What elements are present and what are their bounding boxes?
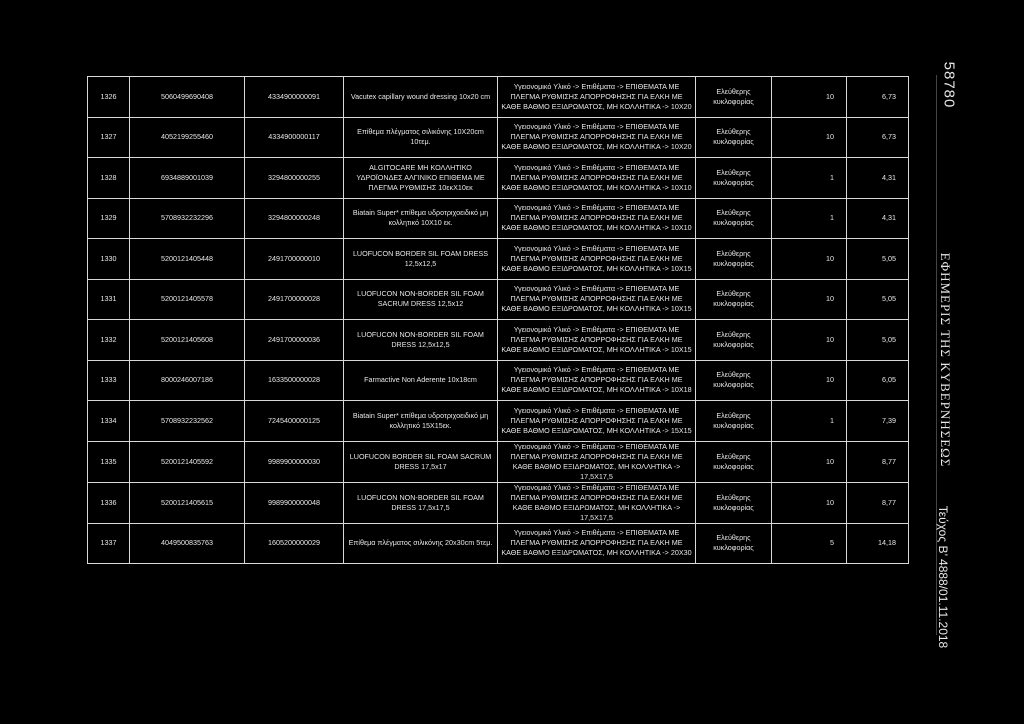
product-code-cell: 2491700000036 xyxy=(245,320,344,361)
table-row xyxy=(88,279,909,320)
product-code-cell: 9989900000048 xyxy=(245,482,344,523)
table-row xyxy=(88,198,909,239)
product-code-cell: 7245400000125 xyxy=(245,401,344,442)
quantity-cell: 10 xyxy=(772,239,847,280)
issue-label: Τεύχος Β’ 4888/01.11.2018 xyxy=(936,505,950,649)
table-row xyxy=(88,117,909,158)
product-name-cell: Επίθεμα πλέγματος σιλικόνης 10Χ20cm 10τεμ. xyxy=(344,117,498,158)
barcode-cell: 5200121405592 xyxy=(130,441,245,482)
row-number: 1331 xyxy=(88,279,130,320)
pricing-cell: Ελεύθερης κυκλοφορίας xyxy=(696,239,772,280)
price-cell: 6,05 xyxy=(847,360,909,401)
table-row xyxy=(88,482,909,523)
row-number: 1335 xyxy=(88,441,130,482)
category-cell: Υγειονομικό Υλικό -> Επιθέματα -> ΕΠΙΘΕΜΑΤΑ ΜΕ ΠΛΕΓΜΑ ΡΥΘΜΙΣΗΣ ΑΠΟΡΡΟΦΗΣΗΣ ΓΙΑ ΕΛΚΗ ΜΕ ΚΑΘΕ ΒΑΘΜΟ ΕΞΙΔΡΩΜΑΤΟΣ, ΜΗ ΚΟΛΛΗΤΙΚΑ -> 17,5Χ17,5 xyxy=(498,441,696,482)
product-name-cell: Biatain Super* επίθεμα υδροτριχοειδικό μη κολλητικό 10Χ10 εκ. xyxy=(344,198,498,239)
product-name-cell: Farmactive Non Aderente 10x18cm xyxy=(344,360,498,401)
pricing-cell: Ελεύθερης κυκλοφορίας xyxy=(696,320,772,361)
barcode-cell: 5060499690408 xyxy=(130,77,245,118)
price-cell: 8,77 xyxy=(847,482,909,523)
product-code-cell: 9989900000030 xyxy=(245,441,344,482)
product-code-cell: 3294800000248 xyxy=(245,198,344,239)
product-code-cell: 2491700000028 xyxy=(245,279,344,320)
price-cell: 5,05 xyxy=(847,320,909,361)
row-number: 1333 xyxy=(88,360,130,401)
row-number: 1326 xyxy=(88,77,130,118)
price-cell: 6,73 xyxy=(847,77,909,118)
barcode-cell: 5708932232562 xyxy=(130,401,245,442)
product-name-cell: LUOFUCON NON-BORDER SIL FOAM DRESS 12,5x12,5 xyxy=(344,320,498,361)
pricing-cell: Ελεύθερης κυκλοφορίας xyxy=(696,279,772,320)
quantity-cell: 10 xyxy=(772,441,847,482)
category-cell: Υγειονομικό Υλικό -> Επιθέματα -> ΕΠΙΘΕΜΑΤΑ ΜΕ ΠΛΕΓΜΑ ΡΥΘΜΙΣΗΣ ΑΠΟΡΡΟΦΗΣΗΣ ΓΙΑ ΕΛΚΗ ΜΕ ΚΑΘΕ ΒΑΘΜΟ ΕΞΙΔΡΩΜΑΤΟΣ, ΜΗ ΚΟΛΛΗΤΙΚΑ -> 10Χ15 xyxy=(498,239,696,280)
price-cell: 4,31 xyxy=(847,198,909,239)
row-number: 1337 xyxy=(88,523,130,564)
category-cell: Υγειονομικό Υλικό -> Επιθέματα -> ΕΠΙΘΕΜΑΤΑ ΜΕ ΠΛΕΓΜΑ ΡΥΘΜΙΣΗΣ ΑΠΟΡΡΟΦΗΣΗΣ ΓΙΑ ΕΛΚΗ ΜΕ ΚΑΘΕ ΒΑΘΜΟ ΕΞΙΔΡΩΜΑΤΟΣ, ΜΗ ΚΟΛΛΗΤΙΚΑ -> 10Χ15 xyxy=(498,320,696,361)
price-cell: 8,77 xyxy=(847,441,909,482)
pricing-cell: Ελεύθερης κυκλοφορίας xyxy=(696,77,772,118)
quantity-cell: 10 xyxy=(772,482,847,523)
category-cell: Υγειονομικό Υλικό -> Επιθέματα -> ΕΠΙΘΕΜΑΤΑ ΜΕ ΠΛΕΓΜΑ ΡΥΘΜΙΣΗΣ ΑΠΟΡΡΟΦΗΣΗΣ ΓΙΑ ΕΛΚΗ ΜΕ ΚΑΘΕ ΒΑΘΜΟ ΕΞΙΔΡΩΜΑΤΟΣ, ΜΗ ΚΟΛΛΗΤΙΚΑ -> 10Χ18 xyxy=(498,360,696,401)
table-row xyxy=(88,239,909,280)
category-cell: Υγειονομικό Υλικό -> Επιθέματα -> ΕΠΙΘΕΜΑΤΑ ΜΕ ΠΛΕΓΜΑ ΡΥΘΜΙΣΗΣ ΑΠΟΡΡΟΦΗΣΗΣ ΓΙΑ ΕΛΚΗ ΜΕ ΚΑΘΕ ΒΑΘΜΟ ΕΞΙΔΡΩΜΑΤΟΣ, ΜΗ ΚΟΛΛΗΤΙΚΑ -> 10Χ20 xyxy=(498,117,696,158)
product-code-cell: 2491700000010 xyxy=(245,239,344,280)
row-number: 1336 xyxy=(88,482,130,523)
price-cell: 7,39 xyxy=(847,401,909,442)
pricing-cell: Ελεύθερης κυκλοφορίας xyxy=(696,198,772,239)
barcode-cell: 5200121405448 xyxy=(130,239,245,280)
quantity-cell: 1 xyxy=(772,198,847,239)
row-number: 1329 xyxy=(88,198,130,239)
quantity-cell: 10 xyxy=(772,117,847,158)
quantity-cell: 1 xyxy=(772,158,847,199)
row-number: 1334 xyxy=(88,401,130,442)
table-row xyxy=(88,320,909,361)
pricing-cell: Ελεύθερης κυκλοφορίας xyxy=(696,523,772,564)
pricing-cell: Ελεύθερης κυκλοφορίας xyxy=(696,360,772,401)
price-cell: 5,05 xyxy=(847,279,909,320)
pricing-cell: Ελεύθερης κυκλοφορίας xyxy=(696,401,772,442)
row-number: 1330 xyxy=(88,239,130,280)
price-cell: 5,05 xyxy=(847,239,909,280)
product-name-cell: LUOFUCON NON-BORDER SIL FOAM SACRUM DRESS 12,5x12 xyxy=(344,279,498,320)
barcode-cell: 6934889001039 xyxy=(130,158,245,199)
category-cell: Υγειονομικό Υλικό -> Επιθέματα -> ΕΠΙΘΕΜΑΤΑ ΜΕ ΠΛΕΓΜΑ ΡΥΘΜΙΣΗΣ ΑΠΟΡΡΟΦΗΣΗΣ ΓΙΑ ΕΛΚΗ ΜΕ ΚΑΘΕ ΒΑΘΜΟ ΕΞΙΔΡΩΜΑΤΟΣ, ΜΗ ΚΟΛΛΗΤΙΚΑ -> 10Χ10 xyxy=(498,198,696,239)
page-number: 58780 xyxy=(940,61,958,109)
product-code-cell: 4334900000117 xyxy=(245,117,344,158)
quantity-cell: 1 xyxy=(772,401,847,442)
barcode-cell: 5708932232296 xyxy=(130,198,245,239)
product-code-cell: 1605200000029 xyxy=(245,523,344,564)
row-number: 1327 xyxy=(88,117,130,158)
quantity-cell: 10 xyxy=(772,77,847,118)
table-row xyxy=(88,441,909,482)
product-name-cell: LUOFUCON BORDER SIL FOAM SACRUM DRESS 17,5x17 xyxy=(344,441,498,482)
price-cell: 6,73 xyxy=(847,117,909,158)
price-cell: 4,31 xyxy=(847,158,909,199)
category-cell: Υγειονομικό Υλικό -> Επιθέματα -> ΕΠΙΘΕΜΑΤΑ ΜΕ ΠΛΕΓΜΑ ΡΥΘΜΙΣΗΣ ΑΠΟΡΡΟΦΗΣΗΣ ΓΙΑ ΕΛΚΗ ΜΕ ΚΑΘΕ ΒΑΘΜΟ ΕΞΙΔΡΩΜΑΤΟΣ, ΜΗ ΚΟΛΛΗΤΙΚΑ -> 20Χ30 xyxy=(498,523,696,564)
table-row xyxy=(88,401,909,442)
row-number: 1328 xyxy=(88,158,130,199)
table-row xyxy=(88,360,909,401)
pricing-cell: Ελεύθερης κυκλοφορίας xyxy=(696,441,772,482)
product-name-cell: LUOFUCON NON-BORDER SIL FOAM DRESS 17,5x17,5 xyxy=(344,482,498,523)
product-name-cell: Επίθεμα πλέγματος σιλικόνης 20x30cm 5τεμ. xyxy=(344,523,498,564)
category-cell: Υγειονομικό Υλικό -> Επιθέματα -> ΕΠΙΘΕΜΑΤΑ ΜΕ ΠΛΕΓΜΑ ΡΥΘΜΙΣΗΣ ΑΠΟΡΡΟΦΗΣΗΣ ΓΙΑ ΕΛΚΗ ΜΕ ΚΑΘΕ ΒΑΘΜΟ ΕΞΙΔΡΩΜΑΤΟΣ, ΜΗ ΚΟΛΛΗΤΙΚΑ -> 15Χ15 xyxy=(498,401,696,442)
barcode-cell: 5200121405615 xyxy=(130,482,245,523)
product-name-cell: Vacutex capillary wound dressing 10x20 cm xyxy=(344,77,498,118)
product-name-cell: LUOFUCON BORDER SIL FOAM DRESS 12,5x12,5 xyxy=(344,239,498,280)
pricing-cell: Ελεύθερης κυκλοφορίας xyxy=(696,158,772,199)
barcode-cell: 4052199255460 xyxy=(130,117,245,158)
table-row xyxy=(88,158,909,199)
barcode-cell: 8000246007186 xyxy=(130,360,245,401)
journal-title: ΕΦΗΜΕΡΙΣ ΤΗΣ ΚΥΒΕΡΝΗΣΕΩΣ xyxy=(938,252,953,468)
product-name-cell: ALGITOCARE ΜΗ ΚΟΛΛΗΤΙΚΟ ΥΔΡΟΪΟΝΔΕΣ ΑΛΓΙΝΙΚΟ ΕΠΙΘΕΜΑ ΜΕ ΠΛΕΓΜΑ ΡΥΘΜΙΣΗΣ 10εκΧ10εκ xyxy=(344,158,498,199)
product-table xyxy=(87,76,909,564)
category-cell: Υγειονομικό Υλικό -> Επιθέματα -> ΕΠΙΘΕΜΑΤΑ ΜΕ ΠΛΕΓΜΑ ΡΥΘΜΙΣΗΣ ΑΠΟΡΡΟΦΗΣΗΣ ΓΙΑ ΕΛΚΗ ΜΕ ΚΑΘΕ ΒΑΘΜΟ ΕΞΙΔΡΩΜΑΤΟΣ, ΜΗ ΚΟΛΛΗΤΙΚΑ -> 17,5Χ17,5 xyxy=(498,482,696,523)
quantity-cell: 10 xyxy=(772,279,847,320)
pricing-cell: Ελεύθερης κυκλοφορίας xyxy=(696,117,772,158)
category-cell: Υγειονομικό Υλικό -> Επιθέματα -> ΕΠΙΘΕΜΑΤΑ ΜΕ ΠΛΕΓΜΑ ΡΥΘΜΙΣΗΣ ΑΠΟΡΡΟΦΗΣΗΣ ΓΙΑ ΕΛΚΗ ΜΕ ΚΑΘΕ ΒΑΘΜΟ ΕΞΙΔΡΩΜΑΤΟΣ, ΜΗ ΚΟΛΛΗΤΙΚΑ -> 10Χ15 xyxy=(498,279,696,320)
pricing-cell: Ελεύθερης κυκλοφορίας xyxy=(696,482,772,523)
quantity-cell: 10 xyxy=(772,360,847,401)
category-cell: Υγειονομικό Υλικό -> Επιθέματα -> ΕΠΙΘΕΜΑΤΑ ΜΕ ΠΛΕΓΜΑ ΡΥΘΜΙΣΗΣ ΑΠΟΡΡΟΦΗΣΗΣ ΓΙΑ ΕΛΚΗ ΜΕ ΚΑΘΕ ΒΑΘΜΟ ΕΞΙΔΡΩΜΑΤΟΣ, ΜΗ ΚΟΛΛΗΤΙΚΑ -> 10Χ10 xyxy=(498,158,696,199)
product-name-cell: Biatain Super* επίθεμα υδροτριχοειδικό μη κολλητικό 15Χ15εκ. xyxy=(344,401,498,442)
barcode-cell: 5200121405578 xyxy=(130,279,245,320)
table-row xyxy=(88,77,909,118)
product-code-cell: 4334900000091 xyxy=(245,77,344,118)
table-row xyxy=(88,523,909,564)
product-code-cell: 3294800000255 xyxy=(245,158,344,199)
product-code-cell: 1633500000028 xyxy=(245,360,344,401)
category-cell: Υγειονομικό Υλικό -> Επιθέματα -> ΕΠΙΘΕΜΑΤΑ ΜΕ ΠΛΕΓΜΑ ΡΥΘΜΙΣΗΣ ΑΠΟΡΡΟΦΗΣΗΣ ΓΙΑ ΕΛΚΗ ΜΕ ΚΑΘΕ ΒΑΘΜΟ ΕΞΙΔΡΩΜΑΤΟΣ, ΜΗ ΚΟΛΛΗΤΙΚΑ -> 10Χ20 xyxy=(498,77,696,118)
quantity-cell: 10 xyxy=(772,320,847,361)
quantity-cell: 5 xyxy=(772,523,847,564)
barcode-cell: 4049500835763 xyxy=(130,523,245,564)
price-cell: 14,18 xyxy=(847,523,909,564)
row-number: 1332 xyxy=(88,320,130,361)
barcode-cell: 5200121405608 xyxy=(130,320,245,361)
